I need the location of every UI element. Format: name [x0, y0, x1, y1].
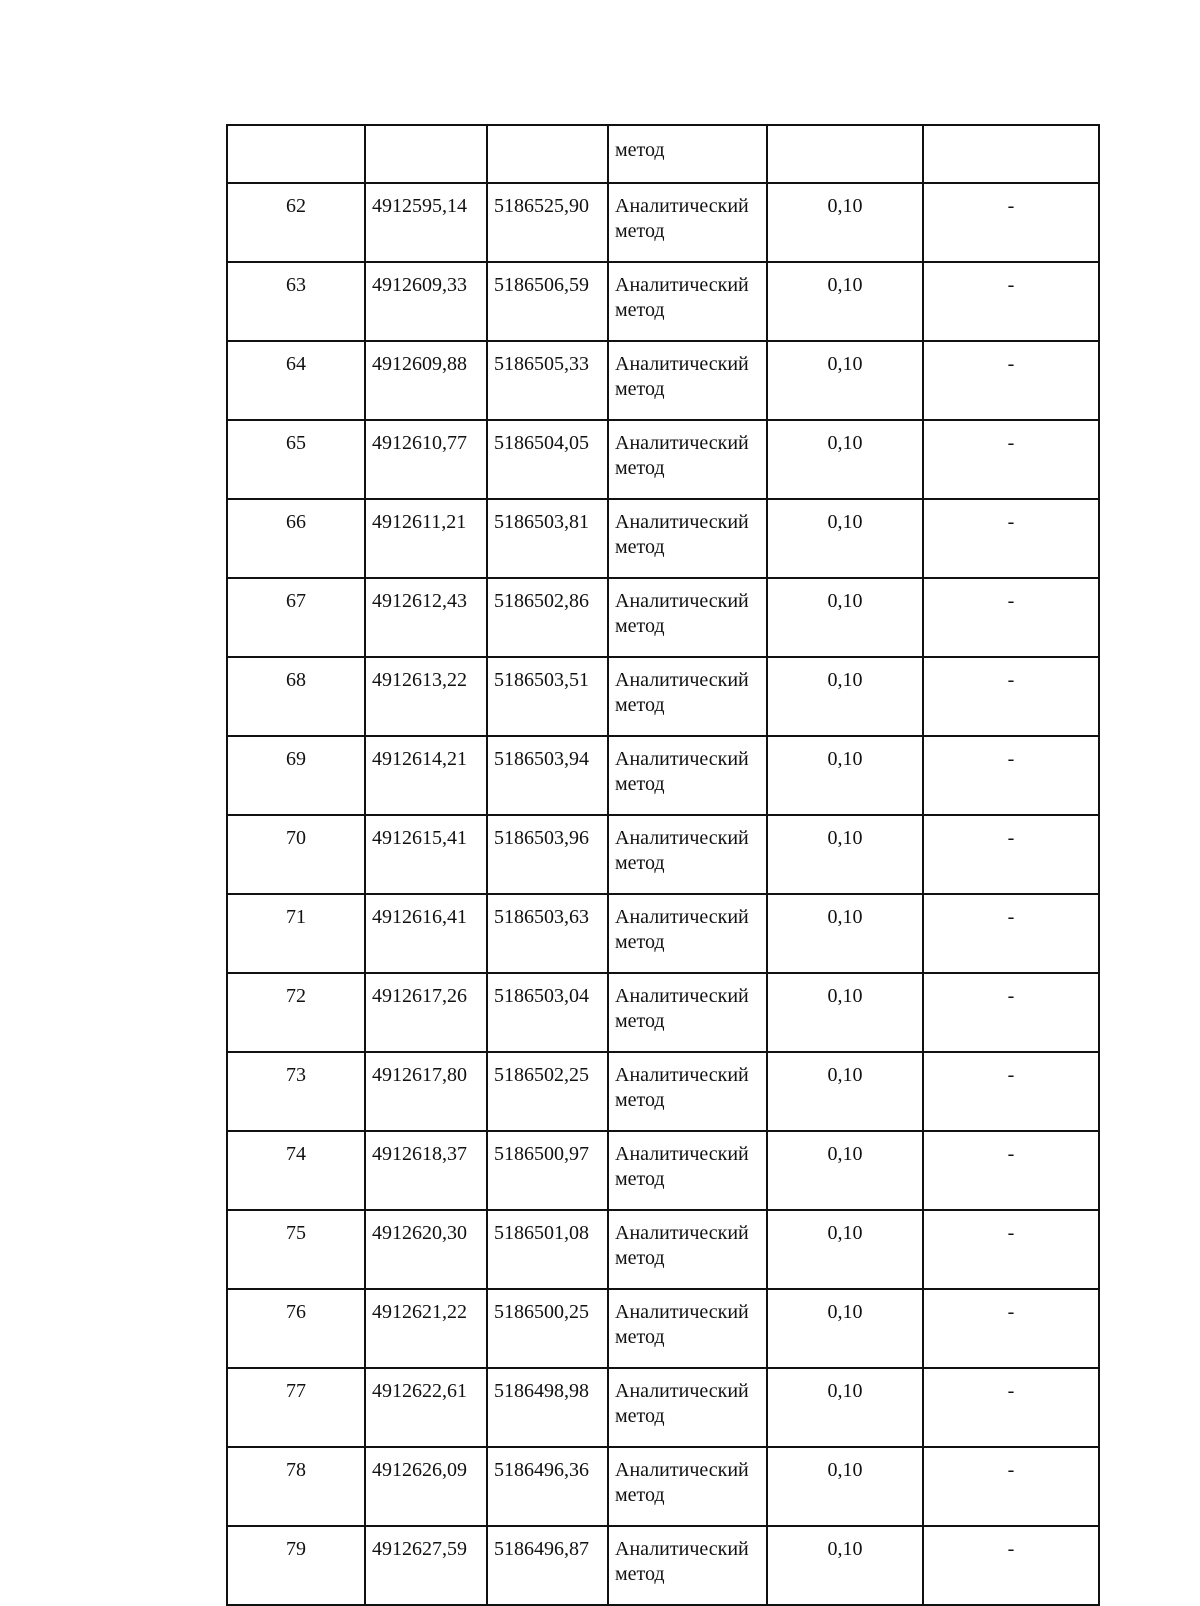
- cell-note: -: [923, 499, 1099, 578]
- cell-method: [608, 815, 767, 894]
- table-row-continued: [227, 125, 1099, 183]
- cell-note: -: [923, 183, 1099, 262]
- cell-x-coordinate: 4912615,41: [365, 815, 487, 894]
- cell-point-number: 63: [227, 262, 365, 341]
- cell-error: 0,10: [767, 894, 923, 973]
- table-row: [227, 815, 1099, 894]
- cell-error: 0,10: [767, 815, 923, 894]
- table-row: [227, 1131, 1099, 1210]
- cell-note: -: [923, 262, 1099, 341]
- cell-x-coordinate: 4912611,21: [365, 499, 487, 578]
- cell-error: 0,10: [767, 499, 923, 578]
- cell-note: -: [923, 1368, 1099, 1447]
- cell-y-coordinate: 5186503,04: [487, 973, 608, 1052]
- cell-note: -: [923, 1289, 1099, 1368]
- method-text-line2: метод: [615, 773, 665, 795]
- cell-method: [608, 125, 767, 183]
- table-row: [227, 341, 1099, 420]
- method-text-line2: метод: [615, 852, 665, 874]
- table-row: [227, 1052, 1099, 1131]
- method-text-line2: метод: [615, 615, 665, 637]
- method-text-line1: Аналитический: [615, 432, 749, 454]
- coordinates-table-body: [227, 125, 1099, 1605]
- cell-point-number: 78: [227, 1447, 365, 1526]
- method-text-line1: Аналитический: [615, 906, 749, 928]
- cell-method: [608, 973, 767, 1052]
- cell-y-coordinate: 5186503,94: [487, 736, 608, 815]
- method-text-line1: Аналитический: [615, 1143, 749, 1165]
- method-text-line2: метод: [615, 931, 665, 953]
- table-row: [227, 736, 1099, 815]
- cell-y-coordinate: 5186500,25: [487, 1289, 608, 1368]
- cell-error: 0,10: [767, 1526, 923, 1605]
- cell-point-number: 73: [227, 1052, 365, 1131]
- cell-method: [608, 1052, 767, 1131]
- cell-x-coordinate: 4912621,22: [365, 1289, 487, 1368]
- cell-method: [608, 1526, 767, 1605]
- cell-note: -: [923, 973, 1099, 1052]
- cell-error: 0,10: [767, 1131, 923, 1210]
- cell-y-coordinate: 5186498,98: [487, 1368, 608, 1447]
- cell-y-coordinate: 5186502,25: [487, 1052, 608, 1131]
- cell-point-number: 62: [227, 183, 365, 262]
- cell-x-coordinate: 4912626,09: [365, 1447, 487, 1526]
- method-text-line1: Аналитический: [615, 353, 749, 375]
- cell-error: 0,10: [767, 420, 923, 499]
- cell-x-coordinate: 4912609,33: [365, 262, 487, 341]
- method-text-line2: метод: [615, 457, 665, 479]
- cell-method: [608, 894, 767, 973]
- cell-x-coordinate: 4912617,26: [365, 973, 487, 1052]
- table-row: [227, 1289, 1099, 1368]
- cell-error: 0,10: [767, 262, 923, 341]
- table-row: [227, 1526, 1099, 1605]
- cell-x-coordinate: 4912612,43: [365, 578, 487, 657]
- cell-x-coordinate: 4912610,77: [365, 420, 487, 499]
- cell-y-coordinate: 5186502,86: [487, 578, 608, 657]
- cell-y-coordinate: 5186503,81: [487, 499, 608, 578]
- method-text-line2: метод: [615, 1484, 665, 1506]
- method-text-line2: метод: [615, 299, 665, 321]
- cell-method: [608, 420, 767, 499]
- cell-note: -: [923, 1131, 1099, 1210]
- method-text-line2: метод: [615, 1089, 665, 1111]
- cell-method: [608, 1210, 767, 1289]
- cell-note: -: [923, 578, 1099, 657]
- cell-x-coordinate: 4912620,30: [365, 1210, 487, 1289]
- cell-method: [608, 657, 767, 736]
- cell-method: [608, 262, 767, 341]
- cell-error: 0,10: [767, 1210, 923, 1289]
- cell-point-number: 66: [227, 499, 365, 578]
- table-row: [227, 183, 1099, 262]
- cell-method: [608, 736, 767, 815]
- cell-note: -: [923, 815, 1099, 894]
- method-text-line1: Аналитический: [615, 1064, 749, 1086]
- cell-error: 0,10: [767, 657, 923, 736]
- cell-y-coordinate: 5186496,36: [487, 1447, 608, 1526]
- cell-y-coordinate: 5186501,08: [487, 1210, 608, 1289]
- cell-error: 0,10: [767, 1447, 923, 1526]
- cell-method: [608, 1447, 767, 1526]
- cell-y-coordinate: 5186503,96: [487, 815, 608, 894]
- table-row: [227, 894, 1099, 973]
- cell-note: -: [923, 420, 1099, 499]
- cell-x-coordinate: 4912613,22: [365, 657, 487, 736]
- cell-x-coordinate: 4912616,41: [365, 894, 487, 973]
- cell-method: [608, 578, 767, 657]
- cell-error: 0,10: [767, 578, 923, 657]
- cell-x-coordinate: 4912617,80: [365, 1052, 487, 1131]
- cell-error: 0,10: [767, 736, 923, 815]
- cell-y-coordinate: 5186525,90: [487, 183, 608, 262]
- method-text-line2: метод: [615, 1168, 665, 1190]
- method-text-line1: Аналитический: [615, 985, 749, 1007]
- cell-note: -: [923, 1052, 1099, 1131]
- table-row: [227, 657, 1099, 736]
- cell-point-number: [227, 125, 365, 183]
- cell-error: 0,10: [767, 183, 923, 262]
- cell-y-coordinate: 5186505,33: [487, 341, 608, 420]
- method-text-line2: метод: [615, 694, 665, 716]
- cell-x-coordinate: 4912609,88: [365, 341, 487, 420]
- cell-point-number: 72: [227, 973, 365, 1052]
- cell-point-number: 70: [227, 815, 365, 894]
- cell-method: [608, 1289, 767, 1368]
- method-text-line1: Аналитический: [615, 1222, 749, 1244]
- table-row: [227, 973, 1099, 1052]
- cell-error: 0,10: [767, 1052, 923, 1131]
- cell-note: -: [923, 894, 1099, 973]
- method-text-line2: метод: [615, 378, 665, 400]
- cell-note: -: [923, 1447, 1099, 1526]
- cell-error: 0,10: [767, 341, 923, 420]
- method-text-line1: Аналитический: [615, 748, 749, 770]
- method-text-line2: метод: [615, 1247, 665, 1269]
- table-row: [227, 1447, 1099, 1526]
- cell-x-coordinate: 4912614,21: [365, 736, 487, 815]
- method-text-line1: Аналитический: [615, 1538, 749, 1560]
- method-text-line2: метод: [615, 1326, 665, 1348]
- cell-point-number: 67: [227, 578, 365, 657]
- method-text-line1: Аналитический: [615, 1459, 749, 1481]
- cell-method: [608, 341, 767, 420]
- cell-note: -: [923, 736, 1099, 815]
- cell-note: -: [923, 1210, 1099, 1289]
- cell-point-number: 75: [227, 1210, 365, 1289]
- method-text: метод: [615, 139, 665, 161]
- cell-y-coordinate: 5186506,59: [487, 262, 608, 341]
- cell-point-number: 68: [227, 657, 365, 736]
- table-row: [227, 262, 1099, 341]
- cell-point-number: 79: [227, 1526, 365, 1605]
- cell-method: [608, 183, 767, 262]
- cell-point-number: 74: [227, 1131, 365, 1210]
- cell-method: [608, 499, 767, 578]
- coordinates-table: [226, 124, 1100, 1606]
- cell-note: -: [923, 657, 1099, 736]
- cell-note: -: [923, 1526, 1099, 1605]
- method-text-line2: метод: [615, 536, 665, 558]
- table-row: [227, 1368, 1099, 1447]
- cell-point-number: 76: [227, 1289, 365, 1368]
- cell-error: 0,10: [767, 973, 923, 1052]
- cell-y-coordinate: [487, 125, 608, 183]
- cell-note: [923, 125, 1099, 183]
- cell-x-coordinate: [365, 125, 487, 183]
- cell-y-coordinate: 5186500,97: [487, 1131, 608, 1210]
- cell-error: [767, 125, 923, 183]
- cell-y-coordinate: 5186503,51: [487, 657, 608, 736]
- cell-point-number: 69: [227, 736, 365, 815]
- cell-x-coordinate: 4912595,14: [365, 183, 487, 262]
- method-text-line2: метод: [615, 1563, 665, 1585]
- cell-error: 0,10: [767, 1289, 923, 1368]
- cell-x-coordinate: 4912627,59: [365, 1526, 487, 1605]
- method-text-line1: Аналитический: [615, 1301, 749, 1323]
- cell-method: [608, 1368, 767, 1447]
- method-text-line1: Аналитический: [615, 274, 749, 296]
- table-row: [227, 578, 1099, 657]
- method-text-line2: метод: [615, 1405, 665, 1427]
- method-text-line2: метод: [615, 1010, 665, 1032]
- cell-point-number: 65: [227, 420, 365, 499]
- cell-x-coordinate: 4912618,37: [365, 1131, 487, 1210]
- table-row: [227, 499, 1099, 578]
- method-text-line1: Аналитический: [615, 590, 749, 612]
- cell-point-number: 77: [227, 1368, 365, 1447]
- cell-y-coordinate: 5186504,05: [487, 420, 608, 499]
- cell-point-number: 64: [227, 341, 365, 420]
- method-text-line1: Аналитический: [615, 195, 749, 217]
- method-text-line1: Аналитический: [615, 1380, 749, 1402]
- cell-y-coordinate: 5186503,63: [487, 894, 608, 973]
- cell-x-coordinate: 4912622,61: [365, 1368, 487, 1447]
- cell-method: [608, 1131, 767, 1210]
- method-text-line1: Аналитический: [615, 827, 749, 849]
- method-text-line1: Аналитический: [615, 511, 749, 533]
- table-row: [227, 1210, 1099, 1289]
- method-text-line2: метод: [615, 220, 665, 242]
- cell-point-number: 71: [227, 894, 365, 973]
- cell-y-coordinate: 5186496,87: [487, 1526, 608, 1605]
- cell-error: 0,10: [767, 1368, 923, 1447]
- method-text-line1: Аналитический: [615, 669, 749, 691]
- cell-note: -: [923, 341, 1099, 420]
- table-row: [227, 420, 1099, 499]
